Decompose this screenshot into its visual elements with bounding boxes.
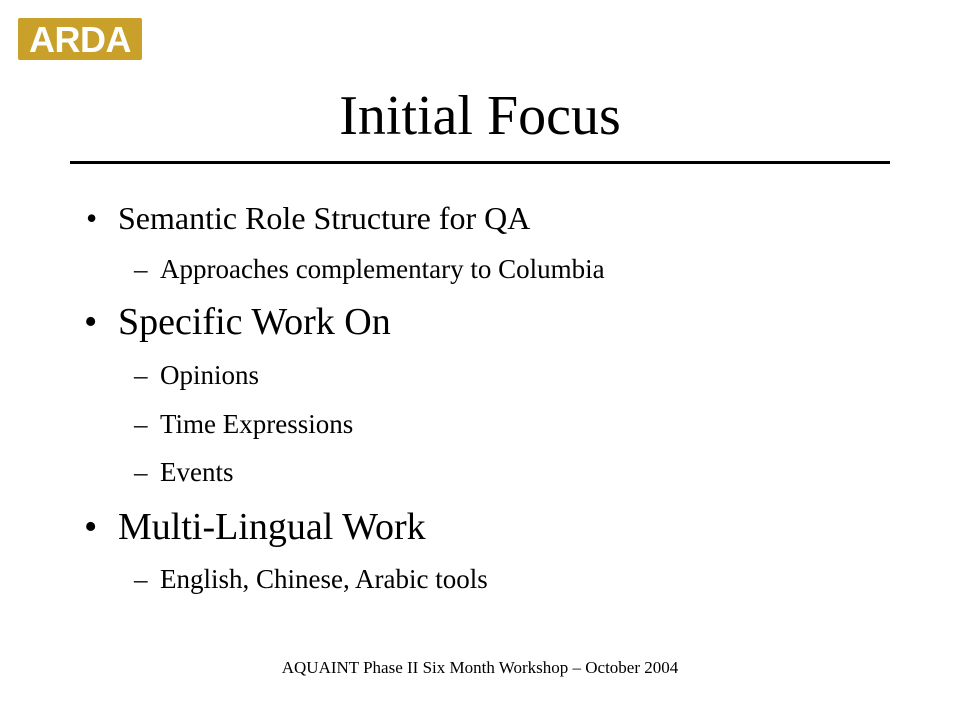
sub-bullet-text: Events (160, 457, 234, 487)
sub-bullet-text: Time Expressions (160, 409, 354, 439)
bullet-text: Specific Work On (118, 301, 391, 343)
sub-bullet-text: Opinions (160, 360, 260, 390)
bullet-item (84, 505, 426, 549)
slide-title: Initial Focus (339, 85, 621, 147)
dash-glyph: – (134, 457, 148, 487)
bullet-glyph: • (86, 200, 98, 236)
sub-bullet-text: English, Chinese, Arabic tools (160, 564, 488, 594)
bullet-text: Semantic Role Structure for QA (118, 200, 531, 236)
bullet-item (84, 300, 391, 344)
bullet-glyph: • (84, 301, 98, 343)
arda-logo (18, 18, 142, 60)
sub-bullet-text: Approaches complementary to Columbia (160, 254, 605, 284)
dash-glyph: – (134, 409, 148, 439)
sub-bullet-item (134, 252, 605, 286)
slide-footer: AQUAINT Phase II Six Month Workshop – October 2004 (281, 658, 679, 677)
bullet-glyph: • (84, 506, 98, 548)
sub-bullet-item (134, 407, 354, 441)
sub-bullet-item (134, 562, 488, 596)
arda-logo-graphic (18, 18, 142, 60)
dash-glyph: – (134, 254, 148, 284)
sub-bullet-item (134, 358, 260, 392)
sub-bullet-item (134, 455, 234, 489)
title-divider (70, 161, 890, 164)
dash-glyph: – (134, 564, 148, 594)
bullet-text: Multi-Lingual Work (118, 506, 426, 548)
bullet-item (86, 198, 531, 238)
arda-logo-text: ARDA (29, 19, 131, 60)
dash-glyph: – (134, 360, 148, 390)
